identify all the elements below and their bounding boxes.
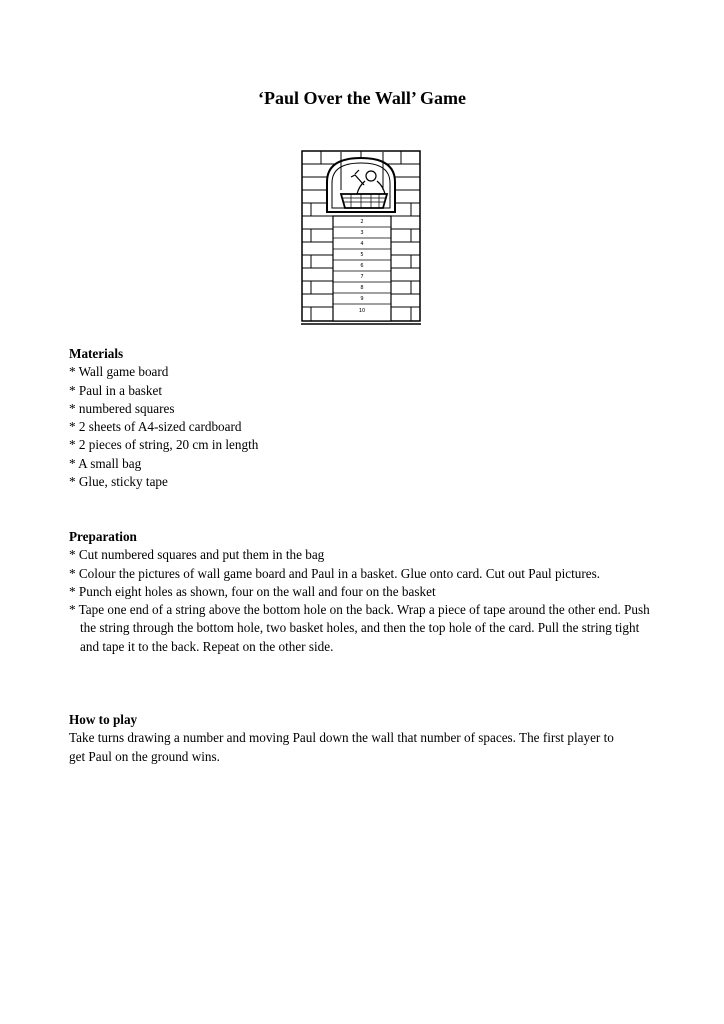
- how-to-play-section: [69, 711, 669, 766]
- list-item: * 2 sheets of A4-sized cardboard: [69, 419, 242, 435]
- materials-heading: Materials: [69, 346, 124, 361]
- list-item: * Colour the pictures of wall game board and Paul in a basket. Glue onto card. Cut out Paul pictures.: [69, 565, 601, 581]
- board-number: 6: [360, 263, 364, 269]
- board-number: 7: [360, 274, 364, 280]
- list-item: * Paul in a basket: [69, 382, 163, 398]
- board-number: 8: [360, 285, 364, 291]
- list-item: * Glue, sticky tape: [69, 474, 168, 490]
- board-number: 2: [360, 219, 364, 225]
- list-item: * Cut numbered squares and put them in the bag: [69, 547, 325, 563]
- board-number: 4: [360, 241, 364, 247]
- list-item: * Punch eight holes as shown, four on the wall and four on the basket: [69, 583, 436, 599]
- list-item: * 2 pieces of string, 20 cm in length: [69, 437, 259, 453]
- wall-game-board-illustration: [301, 150, 421, 326]
- board-number: 3: [360, 230, 364, 236]
- board-number: 10: [358, 308, 366, 314]
- preparation-heading: Preparation: [69, 529, 137, 544]
- how-to-play-heading: How to play: [69, 712, 138, 727]
- board-number: 9: [360, 296, 364, 302]
- materials-section: [69, 345, 669, 491]
- basket: [341, 194, 387, 208]
- preparation-section: [69, 528, 669, 656]
- list-item: * A small bag: [69, 455, 142, 471]
- preparation-list: [69, 546, 659, 656]
- materials-list: [69, 363, 669, 491]
- list-item: * Wall game board: [69, 364, 169, 380]
- list-item: * numbered squares: [69, 400, 175, 416]
- board-number: 5: [360, 252, 364, 258]
- page-title: ‘Paul Over the Wall’ Game: [258, 88, 466, 108]
- how-to-play-text: Take turns drawing a number and moving Paul down the wall that number of spaces. The first player to get Paul on the ground wins.: [69, 730, 614, 764]
- list-item: * Tape one end of a string above the bottom hole on the back. Wrap a piece of tape around the other end. Push the string through the bottom hole, two basket holes, and then the top hole of the card. Pull the string tight and tape it to the back. Repeat on the other side.: [69, 602, 650, 654]
